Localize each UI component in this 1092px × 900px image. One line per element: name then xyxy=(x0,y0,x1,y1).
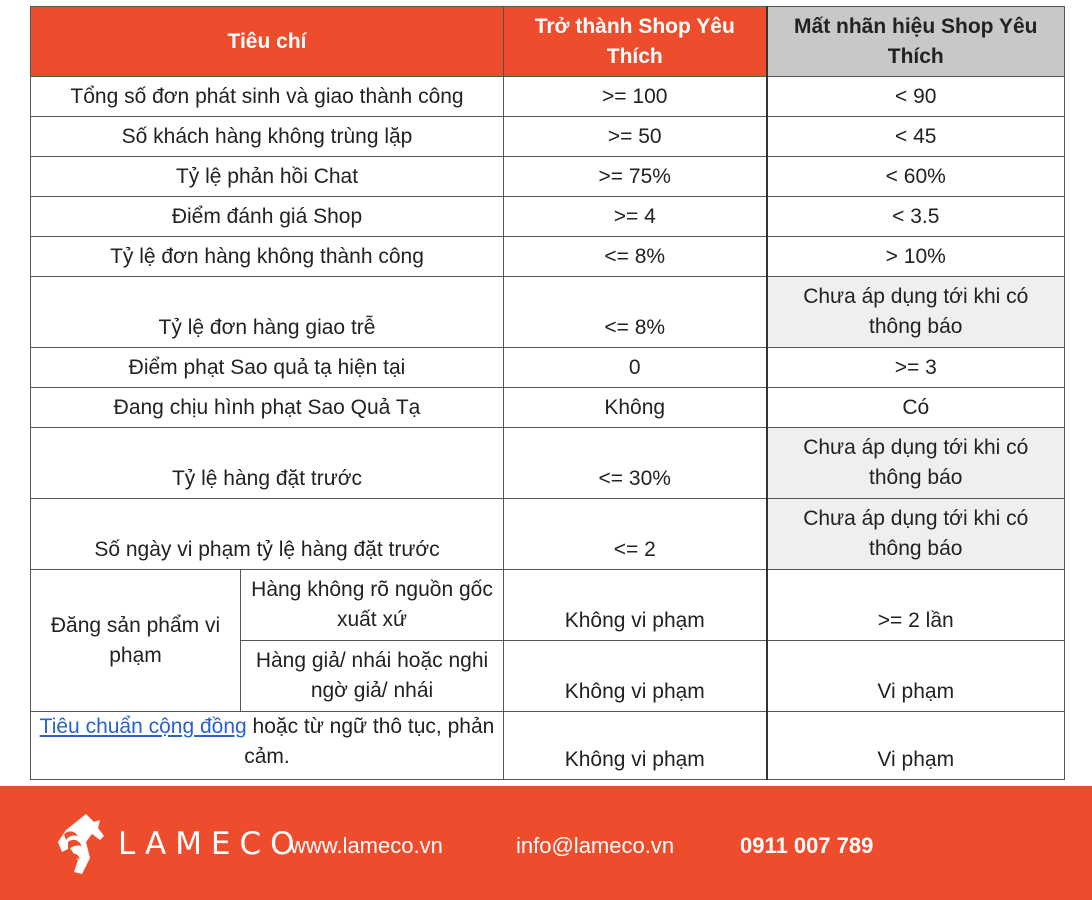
table-header-row xyxy=(31,7,1065,77)
table-row xyxy=(31,570,1065,641)
lose-cell: Vi phạm xyxy=(767,641,1065,712)
table-row xyxy=(31,499,1065,570)
lose-cell: >= 2 lần xyxy=(767,570,1065,641)
become-cell: Không xyxy=(504,388,767,428)
group-label-cell: Đăng sản phẩm vi phạm xyxy=(31,570,241,712)
criterion-cell: Tỷ lệ hàng đặt trước xyxy=(31,428,504,499)
header-lose-favorite: Mất nhãn hiệu Shop Yêu Thích xyxy=(767,7,1065,77)
lose-cell: Vi phạm xyxy=(767,712,1065,780)
lose-cell: < 3.5 xyxy=(767,197,1065,237)
table-row xyxy=(31,428,1065,499)
sub-criterion-cell: Hàng giả/ nhái hoặc nghi ngờ giả/ nhái xyxy=(241,641,504,712)
become-cell: 0 xyxy=(504,348,767,388)
lose-cell: < 45 xyxy=(767,117,1065,157)
table-row xyxy=(31,117,1065,157)
criterion-cell: Tỷ lệ đơn hàng giao trễ xyxy=(31,277,504,348)
horse-head-icon xyxy=(56,812,106,876)
become-cell: Không vi phạm xyxy=(504,570,767,641)
criteria-table xyxy=(30,6,1065,780)
phone-number[interactable]: 0911 007 789 xyxy=(740,833,874,858)
table-row xyxy=(31,348,1065,388)
criterion-rest-text: hoặc từ ngữ thô tục, phản cảm. xyxy=(244,715,495,768)
lose-cell: >= 3 xyxy=(767,348,1065,388)
table-row xyxy=(31,237,1065,277)
email-link[interactable]: info@lameco.vn xyxy=(516,833,675,858)
criteria-table-wrap xyxy=(30,6,1064,779)
community-standards-link[interactable]: Tiêu chuẩn cộng đồng xyxy=(39,715,247,738)
lose-cell: > 10% xyxy=(767,237,1065,277)
lose-cell: < 90 xyxy=(767,77,1065,117)
criterion-cell: Số ngày vi phạm tỷ lệ hàng đặt trước xyxy=(31,499,504,570)
become-cell: >= 75% xyxy=(504,157,767,197)
become-cell: <= 8% xyxy=(504,237,767,277)
table-row xyxy=(31,77,1065,117)
table-row xyxy=(31,157,1065,197)
criterion-cell: Số khách hàng không trùng lặp xyxy=(31,117,504,157)
lose-cell: Chưa áp dụng tới khi có thông báo xyxy=(767,428,1065,499)
criterion-cell xyxy=(31,712,504,780)
criterion-cell: Tỷ lệ đơn hàng không thành công xyxy=(31,237,504,277)
become-cell: >= 100 xyxy=(504,77,767,117)
criterion-cell: Tỷ lệ phản hồi Chat xyxy=(31,157,504,197)
lose-cell: Có xyxy=(767,388,1065,428)
footer-bar xyxy=(0,786,1092,900)
criterion-cell: Tổng số đơn phát sinh và giao thành công xyxy=(31,77,504,117)
lose-cell: Chưa áp dụng tới khi có thông báo xyxy=(767,499,1065,570)
header-criteria: Tiêu chí xyxy=(31,7,504,77)
become-cell: Không vi phạm xyxy=(504,712,767,780)
become-cell: <= 30% xyxy=(504,428,767,499)
criterion-cell: Điểm đánh giá Shop xyxy=(31,197,504,237)
sub-criterion-cell: Hàng không rõ nguồn gốc xuất xứ xyxy=(241,570,504,641)
become-cell: <= 8% xyxy=(504,277,767,348)
criterion-cell: Điểm phạt Sao quả tạ hiện tại xyxy=(31,348,504,388)
table-row xyxy=(31,712,1065,780)
table-row xyxy=(31,388,1065,428)
header-become-favorite: Trở thành Shop Yêu Thích xyxy=(504,7,767,77)
brand-name: LAMECO xyxy=(118,826,304,862)
website-link[interactable]: www.lameco.vn xyxy=(290,833,443,858)
lose-cell: < 60% xyxy=(767,157,1065,197)
table-row xyxy=(31,197,1065,237)
criterion-cell: Đang chịu hình phạt Sao Quả Tạ xyxy=(31,388,504,428)
lose-cell: Chưa áp dụng tới khi có thông báo xyxy=(767,277,1065,348)
become-cell: Không vi phạm xyxy=(504,641,767,712)
become-cell: >= 4 xyxy=(504,197,767,237)
become-cell: >= 50 xyxy=(504,117,767,157)
table-row xyxy=(31,277,1065,348)
become-cell: <= 2 xyxy=(504,499,767,570)
